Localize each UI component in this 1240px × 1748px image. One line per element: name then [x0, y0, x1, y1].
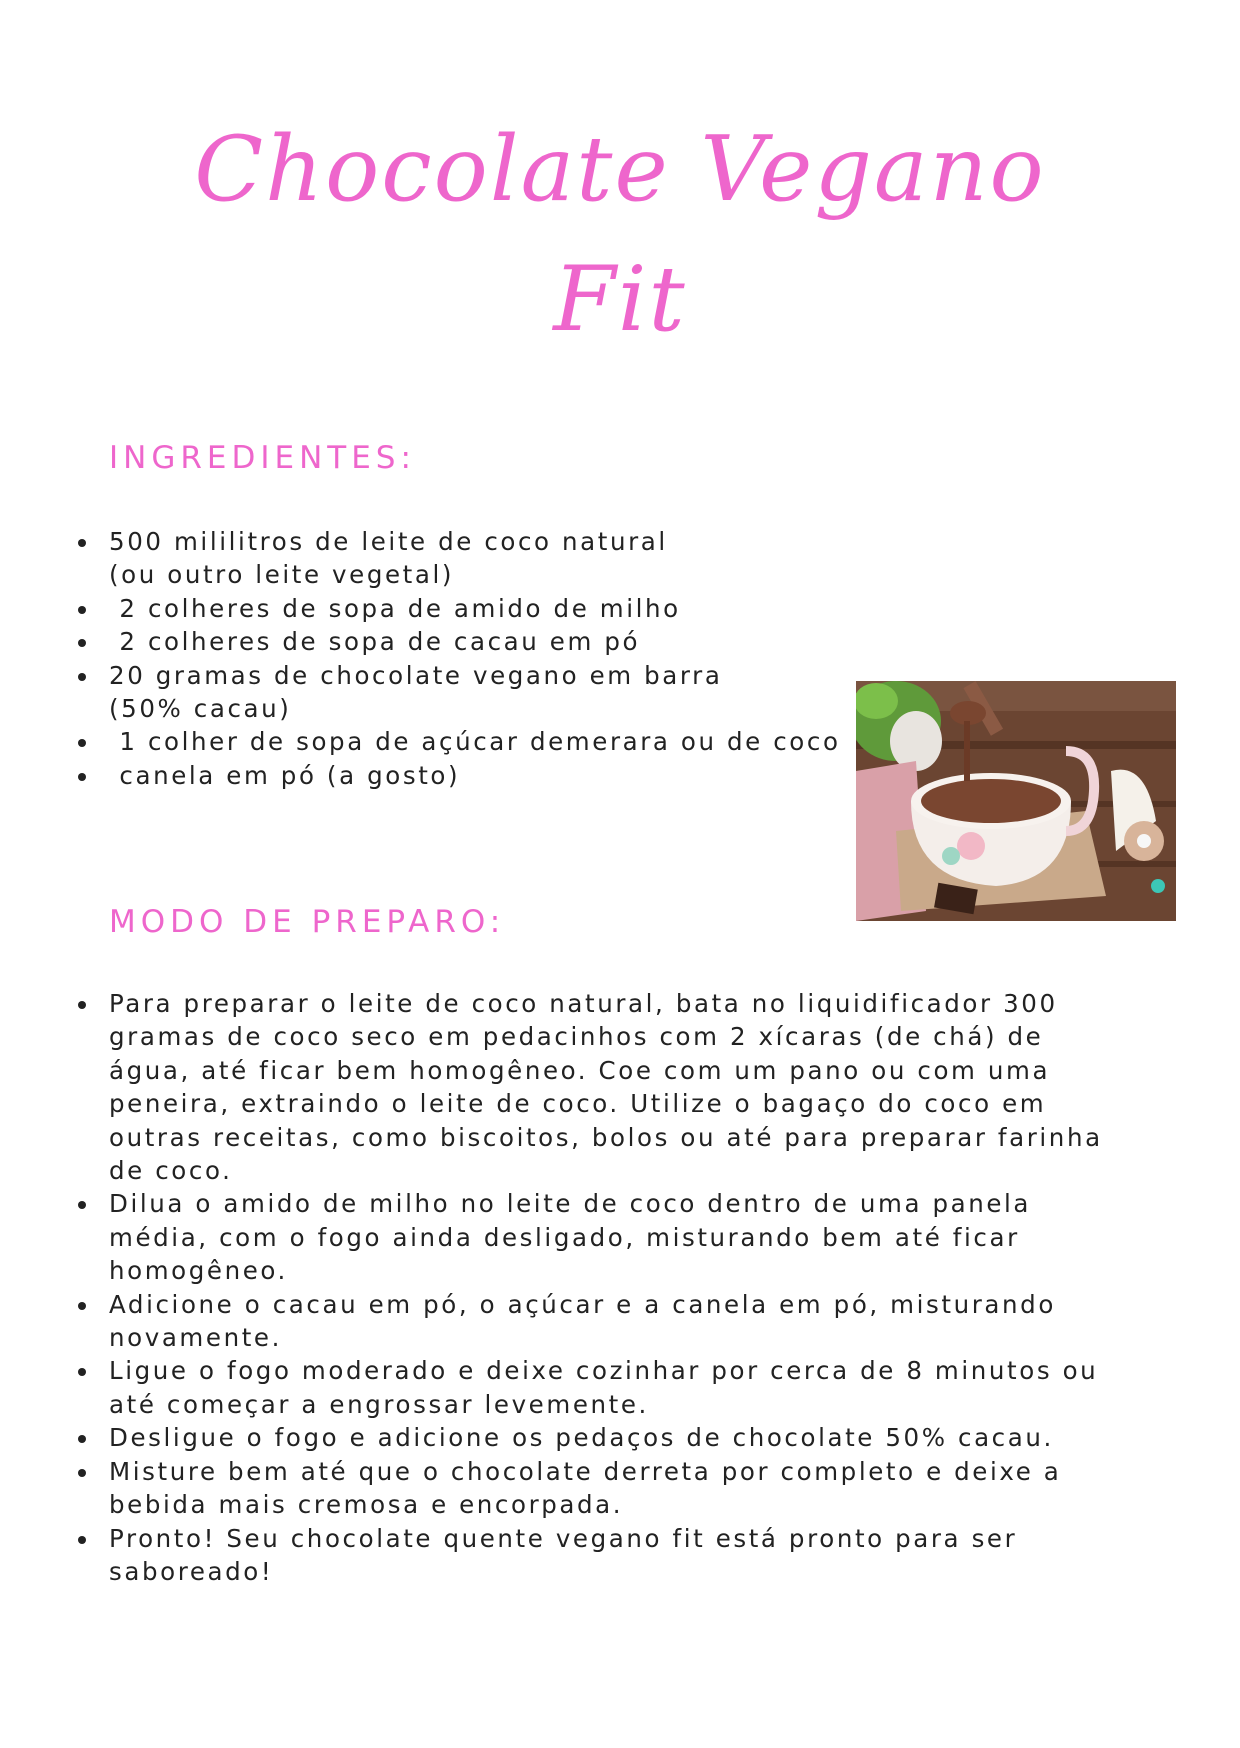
ingredient-item [0, 725, 860, 758]
preparation-step-line: até começar a engrossar levemente. [109, 1389, 649, 1419]
preparation-step-line: Pronto! Seu chocolate quente vegano fit está pronto para ser [109, 1523, 1018, 1553]
ingredient-item-line: (50% cacau) [109, 694, 292, 724]
ingredient-item [0, 525, 860, 592]
ingredient-item [0, 592, 860, 625]
title-line-1: Chocolate Vegano [194, 117, 1046, 222]
preparation-step-line: Para preparar o leite de coco natural, bata no liquidificador 300 [109, 989, 1058, 1018]
ingredient-item [0, 759, 860, 792]
preparation-step [0, 987, 1130, 1187]
preparation-step-line: bebida mais cremosa e encorpada. [109, 1490, 624, 1520]
preparation-step-line: Adicione o cacau em pó, o açúcar e a canela em pó, misturando [109, 1289, 1056, 1319]
ingredient-item [0, 659, 860, 726]
preparation-step [0, 1421, 1130, 1454]
preparation-step [0, 1522, 1130, 1589]
preparation-step-line: Desligue o fogo e adicione os pedaços de chocolate 50% cacau. [109, 1423, 1054, 1453]
ingredient-item-line: 2 colheres de sopa de amido de milho [109, 593, 681, 623]
preparation-step-line: Dilua o amido de milho no leite de coco dentro de uma panela [109, 1189, 1032, 1219]
ingredient-item-line: (ou outro leite vegetal) [109, 560, 455, 590]
ingredient-item-line: 1 colher de sopa de açúcar demerara ou de coco [109, 727, 841, 757]
preparation-step-line: média, com o fogo ainda desligado, misturando bem até ficar [109, 1222, 1020, 1252]
preparation-step [0, 1455, 1130, 1522]
ingredients-list [0, 525, 860, 792]
page-title [0, 105, 1240, 365]
preparation-step-line: outras receitas, como biscoitos, bolos ou até para preparar farinha [109, 1122, 1103, 1152]
ingredients-heading: INGREDIENTES: [109, 440, 416, 476]
preparation-step [0, 1354, 1130, 1421]
preparation-step-line: homogêneo. [109, 1256, 288, 1286]
preparation-step [0, 1187, 1130, 1287]
ingredient-item-line: 2 colheres de sopa de cacau em pó [109, 627, 641, 657]
preparation-step-line: de coco. [109, 1156, 233, 1186]
preparation-step-line: saboreado! [109, 1556, 274, 1586]
ingredient-item [0, 625, 860, 658]
ingredient-item-line: 20 gramas de chocolate vegano em barra [109, 660, 723, 690]
preparation-step-line: novamente. [109, 1323, 282, 1353]
ingredient-item-line: 500 mililitros de leite de coco natural [109, 527, 668, 556]
preparation-list [0, 987, 1130, 1588]
preparation-heading: MODO DE PREPARO: [109, 904, 506, 940]
preparation-step-line: Misture bem até que o chocolate derreta por completo e deixe a [109, 1456, 1062, 1486]
preparation-step-line: peneira, extraindo o leite de coco. Utilize o bagaço do coco em [109, 1089, 1047, 1119]
preparation-step-line: água, até ficar bem homogêneo. Coe com um pano ou com uma [109, 1055, 1051, 1085]
preparation-step-line: Ligue o fogo moderado e deixe cozinhar por cerca de 8 minutos ou [109, 1356, 1099, 1386]
hot-chocolate-photo [856, 681, 1176, 921]
ingredient-item-line: canela em pó (a gosto) [109, 760, 461, 790]
title-line-2: Fit [553, 247, 687, 352]
preparation-step [0, 1288, 1130, 1355]
preparation-step-line: gramas de coco seco em pedacinhos com 2 xícaras (de chá) de [109, 1022, 1044, 1052]
